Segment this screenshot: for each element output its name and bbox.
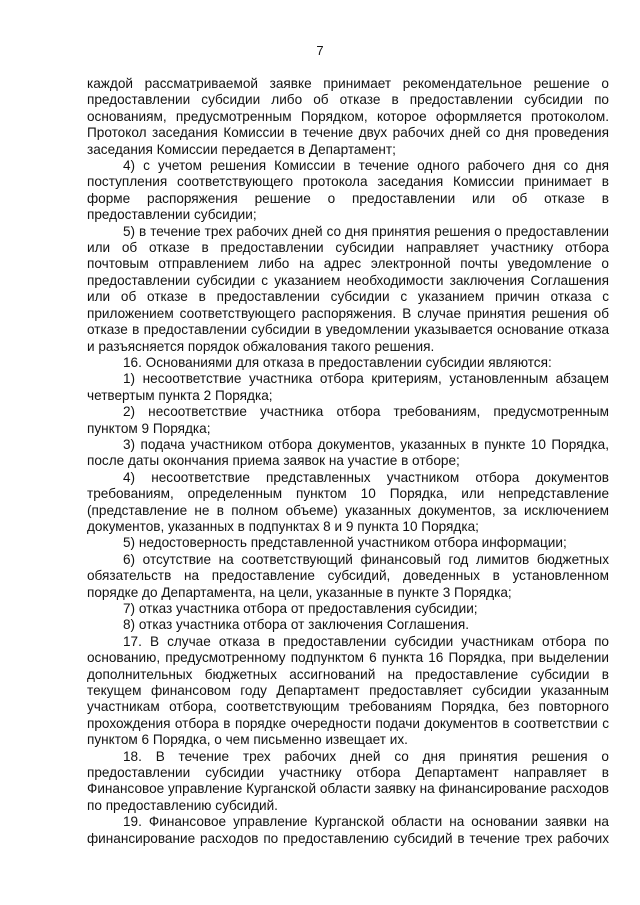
paragraph-item-5-notification: 5) в течение трех рабочих дней со дня принятия решения о предоставлении или об отказе в предоставлении субсидии направляет участнику отбора почтовым отправлением либо на адрес электронной почты уведомление о предоставлении субсидии с указанием необходимости заключения Соглашения или об отказе в предоставлении субсидии с указанием причин отказа с приложением соответствующего распоряжения. В случае принятия решения об отказе в предоставлении субсидии в уведомлении указывается основание отказа и разъясняется порядок обжалования такого решения.: [87, 223, 609, 354]
paragraph-16-item-6: 6) отсутствие на соответствующий финансовый год лимитов бюджетных обязательств на предоставление субсидий, доведенных в установленном порядке до Департамента, на цели, указанные в пункте 3 Порядка;: [87, 551, 609, 600]
paragraph-16-item-5: 5) недостоверность представленной участником отбора информации;: [123, 535, 567, 551]
paragraph-18: 18. В течение трех рабочих дней со дня принятия решения о предоставлении субсидии участнику отбора Департамент направляет в Финансовое управление Курганской области заявку на финансирование расходов по предоставлению субсидий.: [87, 748, 609, 813]
paragraph-19: 19. Финансовое управление Курганской области на основании заявки на финансирование расходов по предоставлению субсидий в течение трех рабочих: [87, 814, 609, 846]
document-body: [87, 76, 609, 847]
page-number: 7: [316, 43, 324, 58]
paragraph-commission-protocol: каждой рассматриваемой заявке принимает рекомендательное решение о предоставлении субсидии либо об отказе в предоставлении субсидии по основаниям, предусмотренным Порядком, которое оформляется протоколом. Протокол заседания Комиссии в течение двух рабочих дней со дня проведения заседания Комиссии передается в Департамент;: [87, 76, 609, 157]
paragraph-16-item-8: 8) отказ участника отбора от заключения Соглашения.: [123, 617, 469, 633]
paragraph-17: 17. В случае отказа в предоставлении субсидии участникам отбора по основанию, предусмотренному подпунктом 6 пункта 16 Порядка, при выделении дополнительных бюджетных ассигнований на предоставление субсидии в текущем финансовом году Департамент предоставляет субсидии указанным участникам отбора, соответствующим требованиям Порядка, без повторного прохождения отбора в порядке очередности подачи документов в соответствии с пунктом 6 Порядка, о чем письменно извещает их.: [87, 633, 609, 748]
paragraph-16-heading: 16. Основаниями для отказа в предоставлении субсидии являются:: [123, 354, 552, 370]
paragraph-item-4-decision: 4) с учетом решения Комиссии в течение одного рабочего дня со дня поступления соответствующего протокола заседания Комиссии принимает в форме распоряжения решение о предоставлении или об отказе в предоставлении субсидии;: [87, 158, 609, 223]
paragraph-16-item-1: 1) несоответствие участника отбора критериям, установленным абзацем четвертым пункта 2 Порядка;: [87, 371, 609, 403]
paragraph-16-item-3: 3) подача участником отбора документов, указанных в пункте 10 Порядка, после даты окончания приема заявок на участие в отборе;: [87, 436, 609, 469]
paragraph-16-item-2: 2) несоответствие участника отбора требованиям, предусмотренным пунктом 9 Порядка;: [87, 404, 609, 436]
paragraph-16-item-4: 4) несоответствие представленных участником отбора документов требованиям, определенным пунктом 10 Порядка, или непредставление (представление не в полном объеме) указанных документов, за исключением документов, указанных в подпунктах 8 и 9 пункта 10 Порядка;: [87, 469, 609, 534]
paragraph-16-item-7: 7) отказ участника отбора от предоставления субсидии;: [123, 601, 478, 616]
